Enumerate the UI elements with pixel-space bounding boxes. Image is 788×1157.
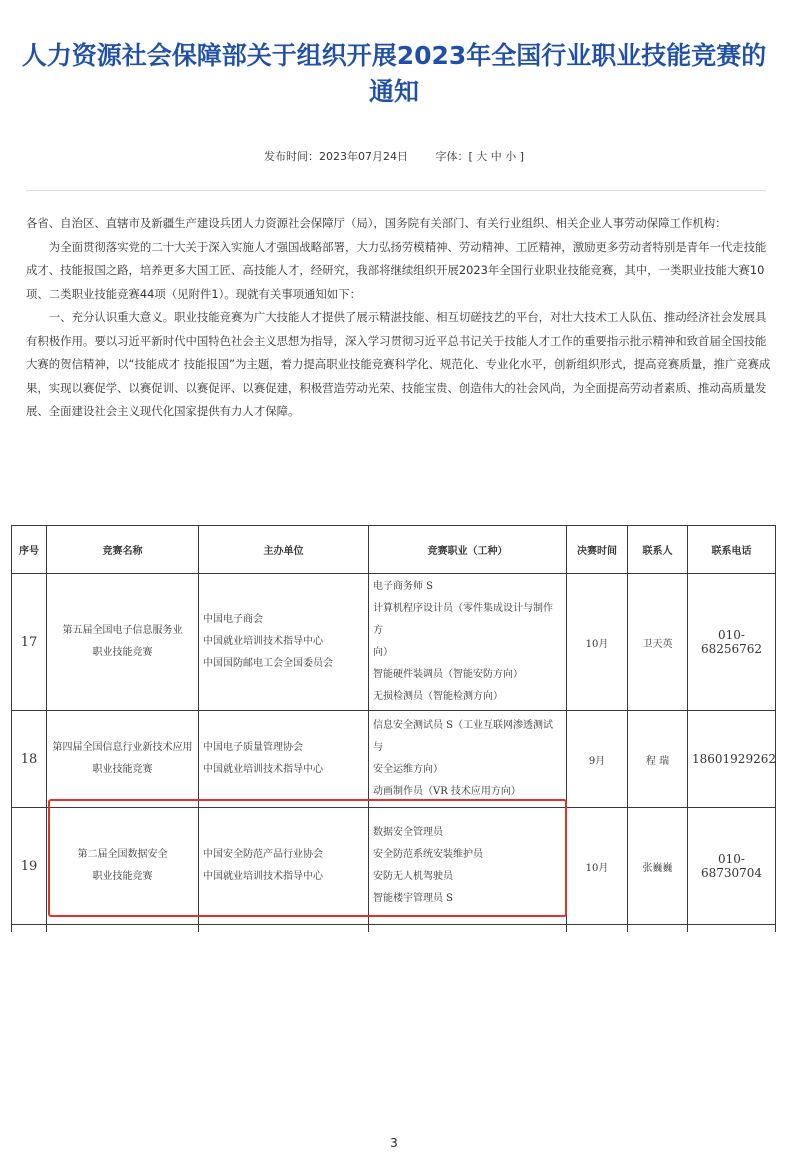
page-title: 人力资源社会保障部关于组织开展2023年全国行业职业技能竞赛的通知 xyxy=(21,41,767,106)
header-name: 竞赛名称 xyxy=(47,526,199,574)
row-final-time: 10月 xyxy=(567,574,628,711)
row-contact: 程 瑞 xyxy=(628,711,688,808)
row-contact: 卫天英 xyxy=(628,574,688,711)
header-no: 序号 xyxy=(12,526,47,574)
publish-date: 发布时间：2023年07月24日 xyxy=(263,150,408,163)
intro-paragraph: 为全面贯彻落实党的二十大关于深入实施人才强国战略部署，大力弘扬劳模精神、劳动精神、工匠精神，激励更多劳动者特别是青年一代走技能成才、技能报国之路，培养更多大国工匠、高技能人才，经研究，我部将继续组织开展2023年全国行业职业技能竞赛，其中，一类职业技能大赛10项、二类职业技能竞赛44项（见附件1）。现就有关事项通知如下： xyxy=(26,239,767,301)
row-phone: 010-68256762 xyxy=(688,574,776,711)
divider xyxy=(26,190,766,191)
row-competition-name: 第四届全国信息行业新技术应用 职业技能竞赛 xyxy=(47,711,199,808)
row-hosts: 中国电子商会 中国就业培训技术指导中心 中国国防邮电工会全国委员会 xyxy=(199,574,369,711)
competition-table xyxy=(11,525,776,935)
row-phone: 18601929262 xyxy=(688,711,776,808)
notice-body xyxy=(26,212,774,424)
table-row xyxy=(12,574,776,711)
page-number: 3 xyxy=(390,1136,398,1150)
screenshot-cut-edge xyxy=(0,932,788,1132)
row-no: 17 xyxy=(12,574,47,711)
font-size-selector[interactable]: 字体：[ 大 中 小 ] xyxy=(435,150,525,163)
publish-meta xyxy=(0,148,788,164)
header-contact: 联系人 xyxy=(628,526,688,574)
row-final-time: 10月 xyxy=(567,808,628,925)
table-row xyxy=(12,711,776,808)
header-host: 主办单位 xyxy=(199,526,369,574)
row-jobs: 信息安全测试员 S（工业互联网渗透测试与 安全运维方向） 动画制作员（VR 技术应用方向） xyxy=(369,711,567,808)
row-contact: 张巍巍 xyxy=(628,808,688,925)
row-competition-name: 第二届全国数据安全 职业技能竞赛 xyxy=(47,808,199,925)
table-row xyxy=(12,808,776,925)
row-no: 18 xyxy=(12,711,47,808)
row-jobs: 电子商务师 S 计算机程序设计员（零件集成设计与制作方 向） 智能硬件装调员（智能安防方向） 无损检测员（智能检测方向） xyxy=(369,574,567,711)
table-header-row xyxy=(12,526,776,574)
row-jobs: 数据安全管理员 安全防范系统安装维护员 安防无人机驾驶员 智能楼宇管理员 S xyxy=(369,808,567,925)
row-final-time: 9月 xyxy=(567,711,628,808)
row-no: 19 xyxy=(12,808,47,925)
header-jobs: 竞赛职业（工种） xyxy=(369,526,567,574)
header-phone: 联系电话 xyxy=(688,526,776,574)
addressee-paragraph: 各省、自治区、直辖市及新疆生产建设兵团人力资源社会保障厅（局），国务院有关部门、有关行业组织、相关企业人事劳动保障工作机构： xyxy=(26,216,727,230)
header-time: 决赛时间 xyxy=(567,526,628,574)
row-phone: 010-68730704 xyxy=(688,808,776,925)
row-hosts: 中国安全防范产品行业协会 中国就业培训技术指导中心 xyxy=(199,808,369,925)
row-competition-name: 第五届全国电子信息服务业 职业技能竞赛 xyxy=(47,574,199,711)
row-hosts: 中国电子质量管理协会 中国就业培训技术指导中心 xyxy=(199,711,369,808)
section-one-paragraph: 一、充分认识重大意义。职业技能竞赛为广大技能人才提供了展示精湛技能、相互切磋技艺的平台，对壮大技术工人队伍、推动经济社会发展具有积极作用。要以习近平新时代中国特色社会主义思想为指导，深入学习贯彻习近平总书记关于技能人才工作的重要指示批示精神和致首届全国技能大赛的贺信精神，以“技能成才 技能报国”为主题，着力提高职业技能竞赛科学化、规范化、专业化水平，创新组织形式，提高竞赛质量，推广竞赛成果，实现以赛促学、以赛促训、以赛促评、以赛促建，积极营造劳动光荣、技能宝贵、创造伟大的社会风尚，为全面提高劳动者素质、推动高质量发展、全面建设社会主义现代化国家提供有力人才保障。 xyxy=(26,310,771,418)
